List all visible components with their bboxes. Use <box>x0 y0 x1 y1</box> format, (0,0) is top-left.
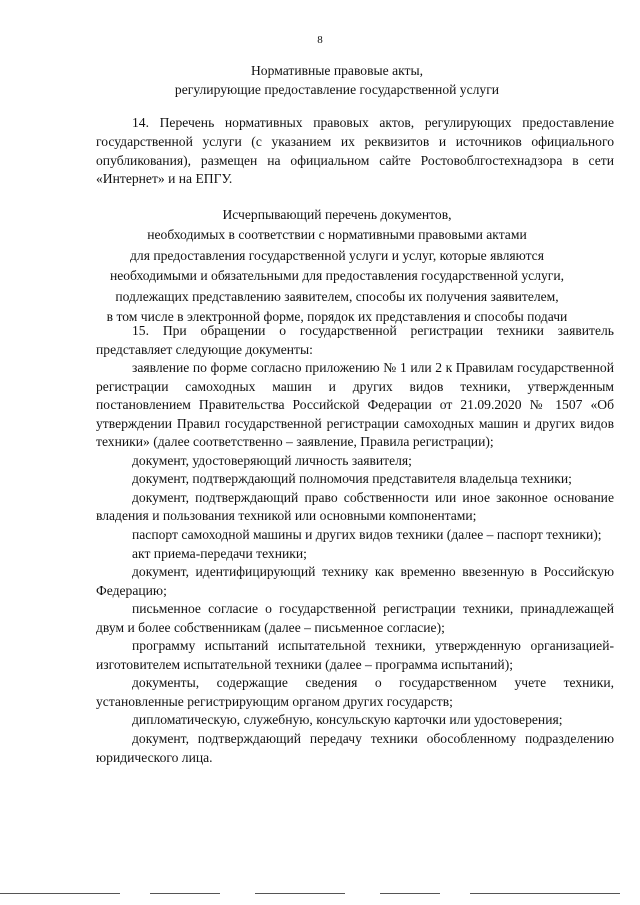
list-item: документ, подтверждающий полномочия представителя владельца техники; <box>132 471 572 487</box>
list-item: дипломатическую, служебную, консульскую карточки или удостоверения; <box>132 712 563 728</box>
section-heading-legal-acts <box>60 61 614 100</box>
heading-line: Исчерпывающий перечень документов, <box>222 207 452 222</box>
heading-line: Нормативные правовые акты, <box>250 63 423 78</box>
list-item: документ, удостоверяющий личность заявителя; <box>132 452 412 468</box>
list-item: паспорт самоходной машины и других видов техники (далее – паспорт техники); <box>132 527 602 543</box>
list-item: письменное согласие о государственной регистрации техники, принадлежащей двум и более собственникам (далее – письменное согласие); <box>96 601 614 635</box>
paragraph-intro: 15. При обращении о государственной регистрации техники заявитель представляет следующие документы: <box>96 323 614 357</box>
scan-edge-lines <box>0 893 640 897</box>
list-item: заявление по форме согласно приложению № 1 или 2 к Правилам государственной регистрации самоходных машин и других видов техники, утвержденным постановлением Правительства Российской Федерации от 21.09.2020 № 1507 «Об утверждении Правил государственной регистрации самоходных машин и других видов техники» (далее соответственно – заявление, Правила регистрации); <box>96 360 614 450</box>
list-item: документ, идентифицирующий технику как временно ввезенную в Российскую Федерацию; <box>96 564 614 598</box>
heading-line: подлежащих представлению заявителем, способы их получения заявителем, <box>115 288 559 304</box>
heading-line: необходимыми и обязательными для предоставления государственной услуги, <box>109 268 565 284</box>
section-heading-documents-list <box>60 205 614 327</box>
heading-line: для предоставления государственной услуги и услуг, которые являются <box>130 247 544 263</box>
paragraph-text: 14. Перечень нормативных правовых актов, регулирующих предоставление государственной услуги (с указанием их реквизитов и источников официального опубликования), размещен на официальном сайте Ростовоблгостехнадзора в сети «Интернет» и на ЕПГУ. <box>96 115 614 187</box>
list-item: документ, подтверждающий право собственности или иное законное основание владения и пользования техникой или основными компонентами; <box>96 489 614 524</box>
list-item: документ, подтверждающий передачу техники обособленному подразделению юридического лица. <box>96 731 614 765</box>
list-item: документы, содержащие сведения о государственном учете техники, установленные регистрирующим органом других государств; <box>96 675 614 709</box>
page-number: 8 <box>317 34 323 46</box>
heading-line: необходимых в соответствии с нормативными правовыми актами <box>147 227 527 243</box>
heading-line: регулирующие предоставление государственной услуги <box>174 82 500 98</box>
heading-line: в том числе в электронной форме, порядок их представления и способы подачи <box>106 309 568 325</box>
paragraph-15 <box>96 322 614 767</box>
list-item: программу испытаний испытательной техники, утвержденную организацией-изготовителем испытательной техники (далее – программа испытаний); <box>96 638 614 672</box>
paragraph-14 <box>96 114 614 189</box>
list-item: акт приема-передачи техники; <box>132 545 307 561</box>
